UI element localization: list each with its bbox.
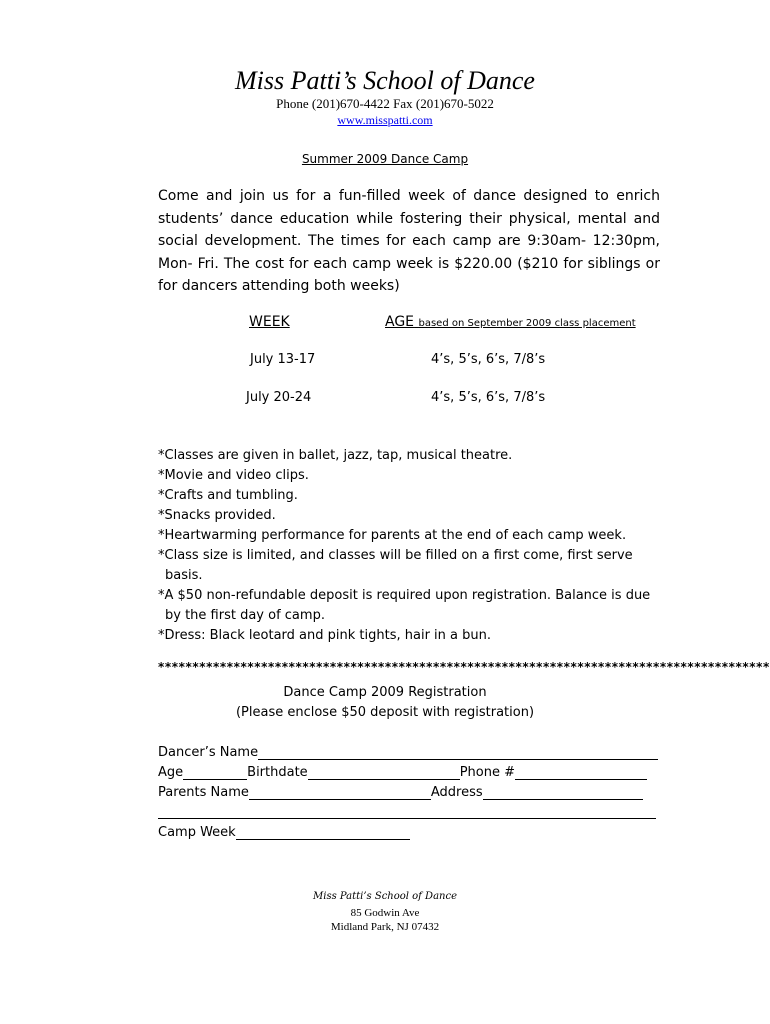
contact-info: Phone (201)670-4422 Fax (201)670-5022	[276, 96, 494, 111]
registration-note: (Please enclose $50 deposit with registration)	[235, 705, 535, 720]
feature-item: *Dress: Black leotard and pink tights, hair in a bun.	[158, 628, 491, 643]
feature-item: *A $50 non-refundable deposit is required upon registration. Balance is due by the first day of camp.	[158, 588, 651, 623]
dancers-name-label: Dancer’s Name	[158, 745, 259, 760]
phone-field[interactable]	[515, 765, 647, 780]
address-label: Address	[430, 785, 483, 800]
age-field[interactable]	[183, 765, 247, 780]
website-link[interactable]: www.misspatti.com	[337, 113, 433, 127]
registration-title: Dance Camp 2009 Registration	[283, 685, 487, 700]
schedule-ages-1: 4’s, 5’s, 6’s, 7/8’s	[431, 352, 546, 367]
feature-item: *Classes are given in ballet, jazz, tap, musical theatre.	[158, 448, 513, 463]
age-birthdate-phone-row	[158, 764, 647, 782]
school-name: Miss Patti’s School of Dance	[235, 66, 535, 95]
age-header-note: based on September 2009 class placement	[418, 318, 636, 329]
schedule-ages-2: 4’s, 5’s, 6’s, 7/8’s	[431, 390, 546, 405]
dancers-name-field[interactable]	[258, 745, 658, 760]
schedule-week-1: July 13-17	[250, 352, 316, 367]
feature-item: *Crafts and tumbling.	[158, 488, 298, 503]
address-field[interactable]	[483, 785, 643, 800]
dancers-name-row	[158, 744, 658, 762]
camp-week-row	[158, 824, 410, 842]
age-header-label: AGE	[385, 314, 415, 330]
age-column-header	[385, 313, 636, 333]
feature-item: *Movie and video clips.	[158, 468, 309, 483]
camp-title: Summer 2009 Dance Camp	[301, 152, 469, 166]
address-continuation-field[interactable]	[158, 818, 656, 819]
feature-item: *Snacks provided.	[158, 508, 276, 523]
footer-city: Midland Park, NJ 07432	[330, 921, 440, 933]
age-label: Age	[158, 765, 184, 780]
footer-street: 85 Godwin Ave	[350, 907, 420, 919]
parents-name-label: Parents Name	[158, 785, 249, 800]
phone-label: Phone #	[459, 765, 515, 780]
feature-item: *Class size is limited, and classes will be filled on a first come, first serve basis.	[158, 548, 633, 583]
camp-week-label: Camp Week	[158, 825, 236, 840]
parents-address-row	[158, 784, 643, 802]
camp-features-list	[158, 446, 668, 646]
separator-line: *****************************************************************************************	[158, 660, 770, 674]
birthdate-label: Birthdate	[247, 765, 308, 780]
camp-week-field[interactable]	[236, 825, 410, 840]
week-column-header: WEEK	[249, 314, 290, 330]
birthdate-field[interactable]	[308, 765, 460, 780]
footer-school-name: Miss Patti’s School of Dance	[313, 891, 457, 902]
intro-paragraph: Come and join us for a fun-filled week of dance designed to enrich students’ dance education while fostering their physical, mental and social development. The times for each camp are 9:30am- 12:30pm, Mon- Fri. The cost for each camp week is $220.00 ($210 for siblings or for dancers attending both weeks)	[158, 188, 660, 294]
schedule-week-2: July 20-24	[246, 390, 312, 405]
feature-item: *Heartwarming performance for parents at the end of each camp week.	[158, 528, 627, 543]
parents-name-field[interactable]	[249, 785, 431, 800]
